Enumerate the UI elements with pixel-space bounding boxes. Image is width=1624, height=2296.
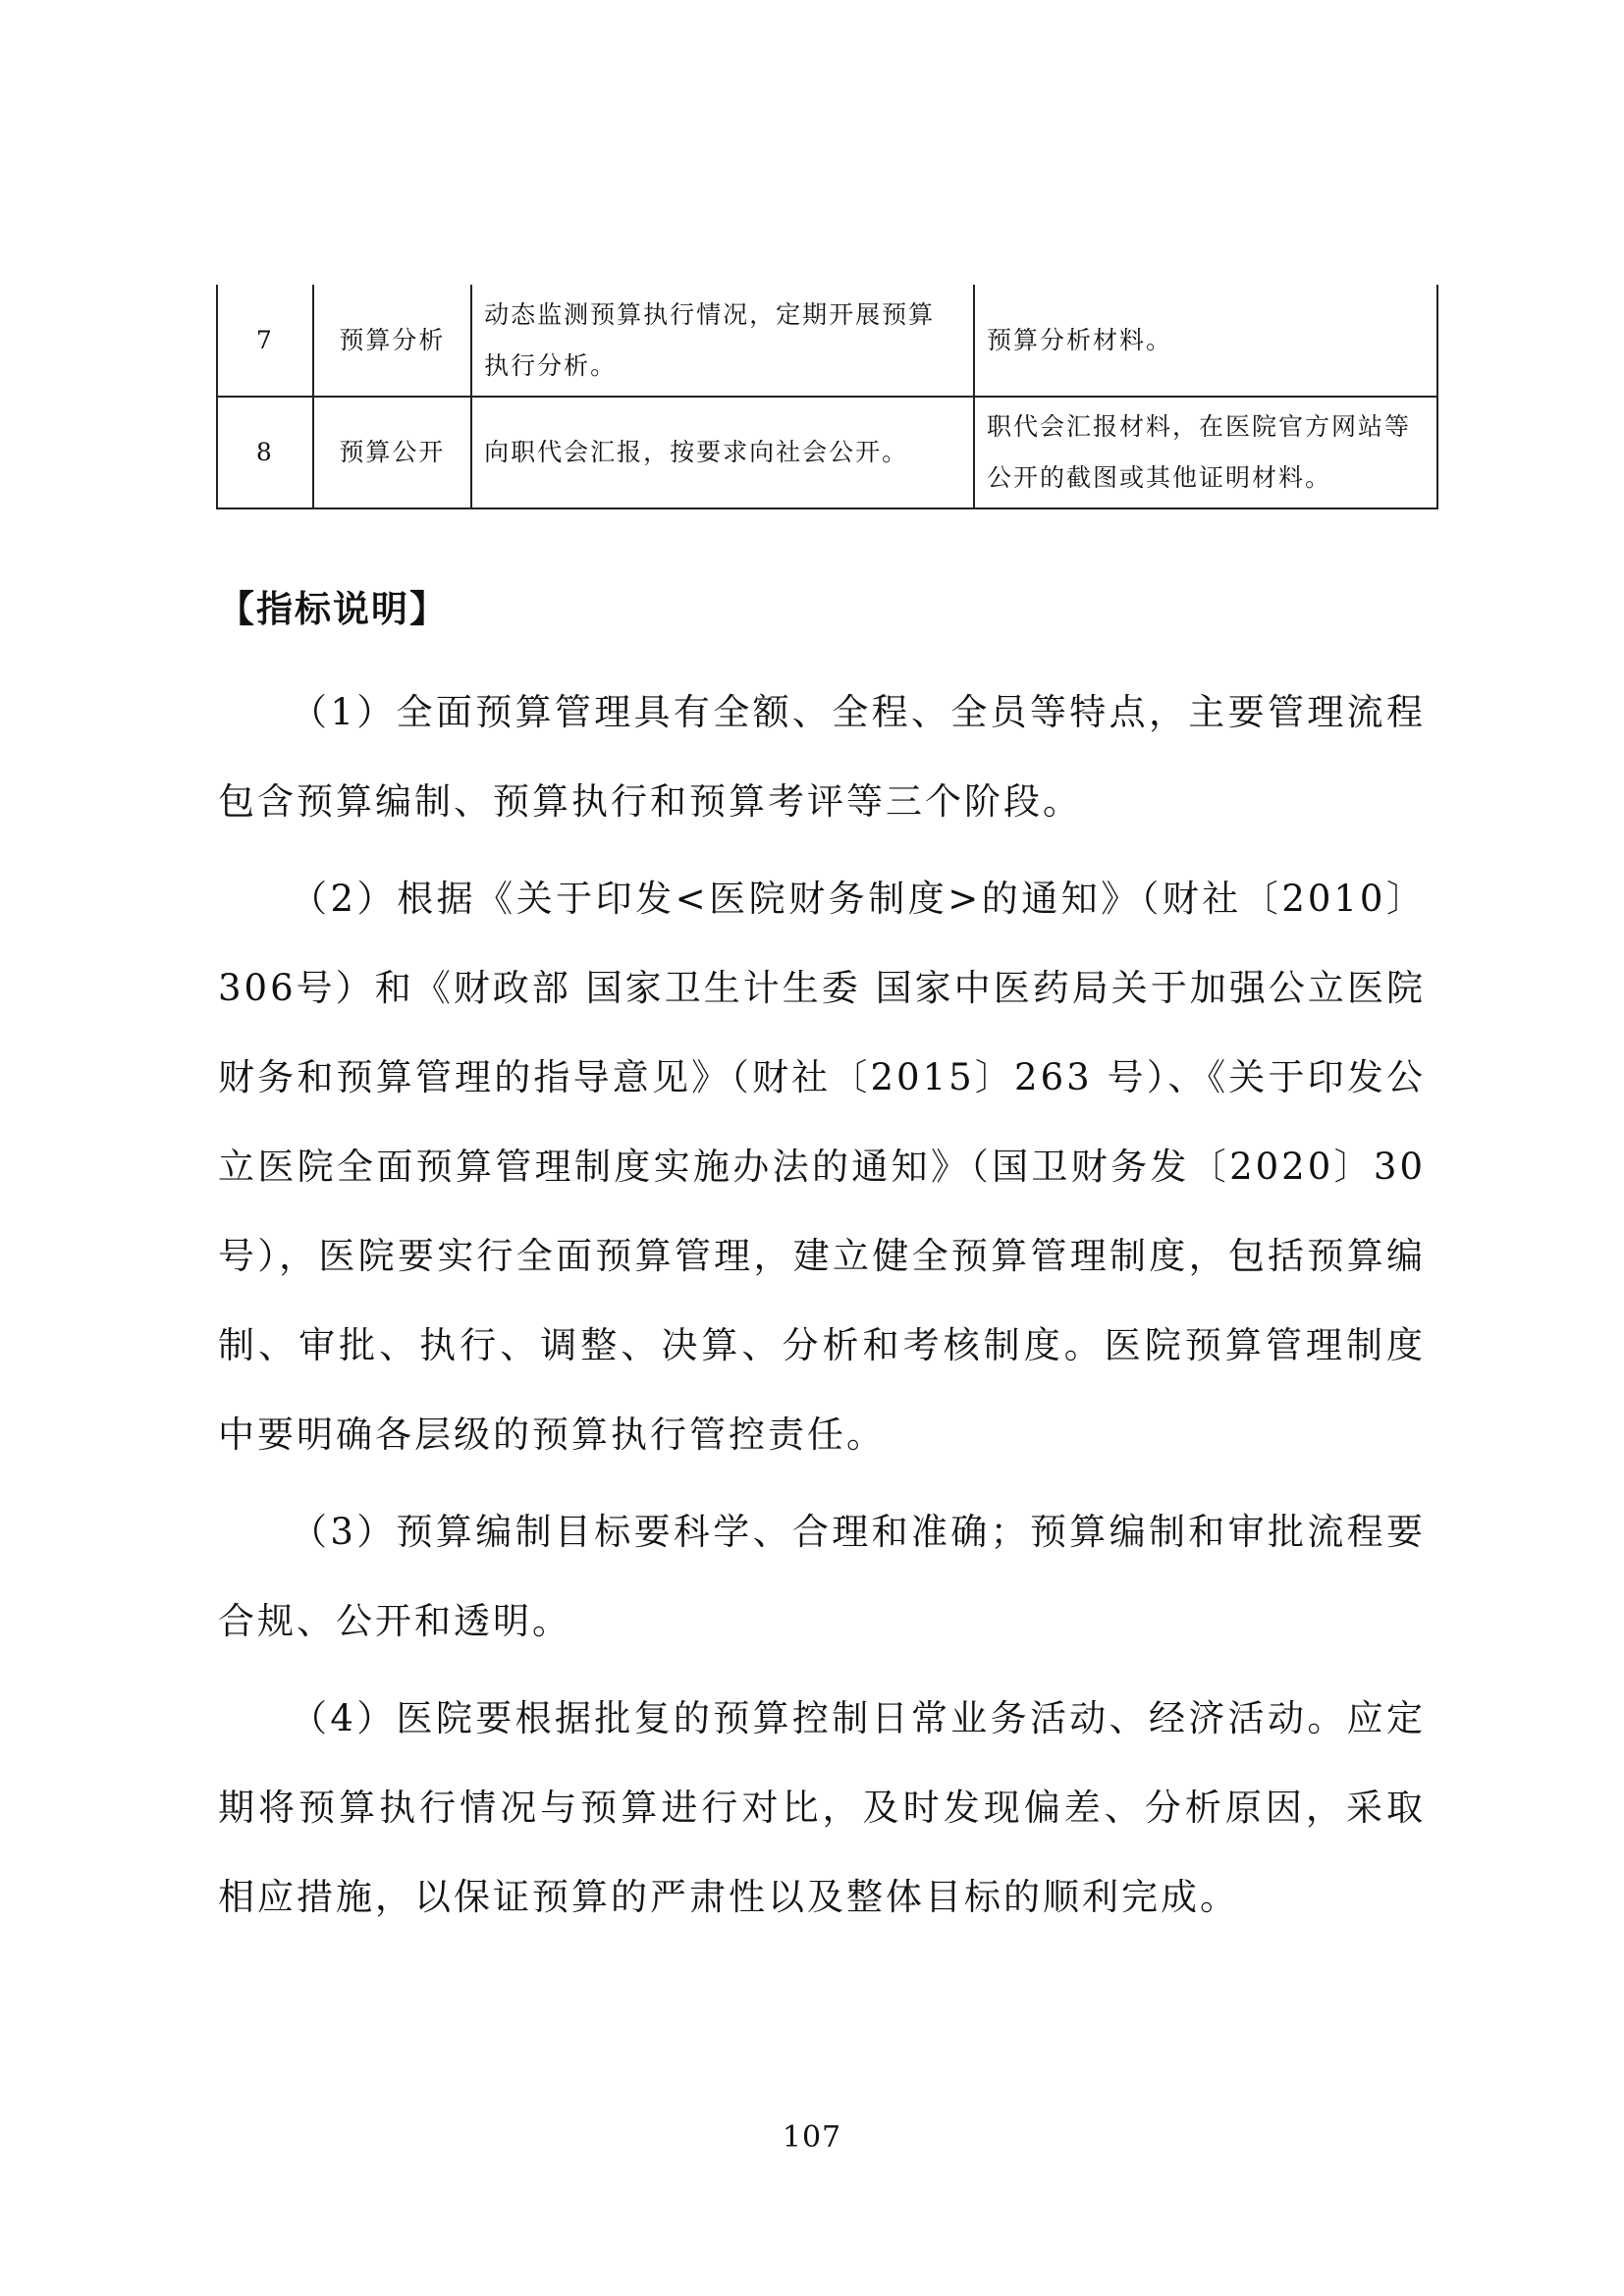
paragraph-1: （1）全面预算管理具有全额、全程、全员等特点，主要管理流程包含预算编制、预算执行和预算考评等三个阶段。 [218,691,1426,823]
row-material: 预算分析材料。 [974,285,1437,397]
table-row [217,397,1437,508]
row-material: 职代会汇报材料，在医院官方网站等公开的截图或其他证明材料。 [974,397,1437,508]
page-number: 107 [782,2120,842,2155]
row-item: 预算分析 [313,285,471,397]
row-description: 向职代会汇报，按要求向社会公开。 [471,397,974,508]
table-row [217,285,1437,397]
paragraph-2: （2）根据《关于印发<医院财务制度>的通知》（财社〔2010〕306号）和《财政部 国家卫生计生委 国家中医药局关于加强公立医院财务和预算管理的指导意见》（财社〔2015〕263 号）、《关于印发公立医院全面预算管理制度实施办法的通知》（国卫财务发〔2020〕30号），医院要实行全面预算管理，建立健全预算管理制度，包括预算编制、审批、执行、调整、决算、分析和考核制度。医院预算管理制度中要明确各层级的预算执行管控责任。 [218,878,1426,1456]
paragraph-4: （4）医院要根据批复的预算控制日常业务活动、经济活动。应定期将预算执行情况与预算进行对比，及时发现偏差、分析原因，采取相应措施，以保证预算的严肃性以及整体目标的顺利完成。 [218,1697,1426,1918]
section-heading: 【指标说明】 [218,587,448,630]
row-item: 预算公开 [313,397,471,508]
paragraph-3: （3）预算编制目标要科学、合理和准确；预算编制和审批流程要合规、公开和透明。 [218,1511,1426,1642]
row-description: 动态监测预算执行情况，定期开展预算执行分析。 [471,285,974,397]
indicator-table [216,285,1438,509]
row-number: 7 [217,285,313,397]
row-number: 8 [217,397,313,508]
section-body [218,667,1426,1949]
